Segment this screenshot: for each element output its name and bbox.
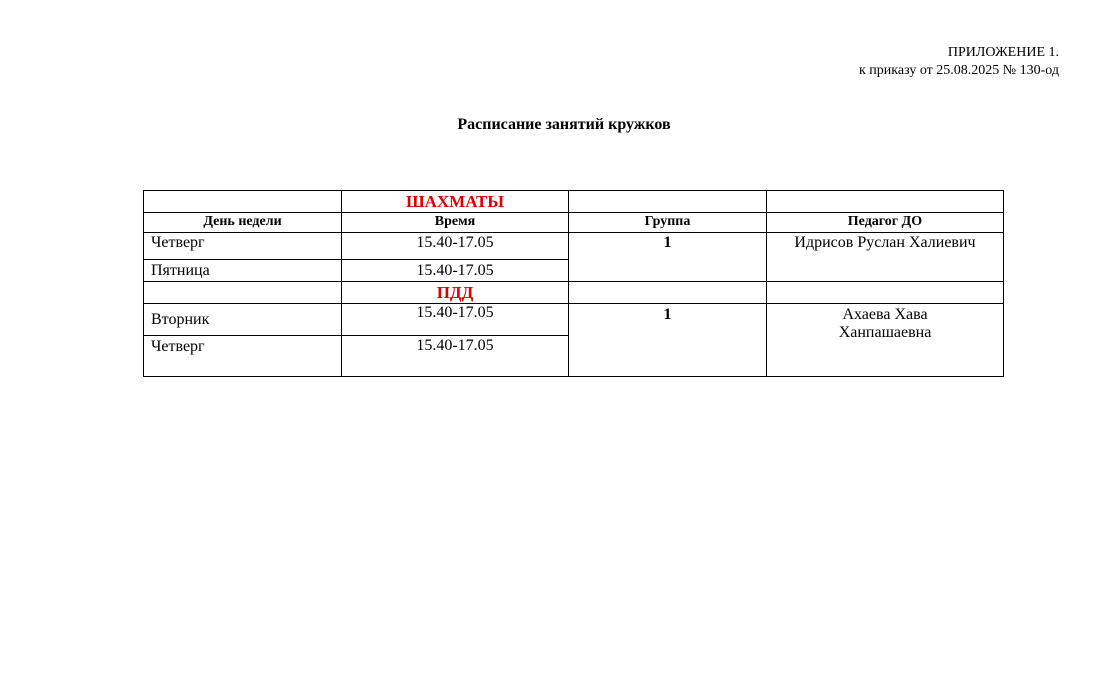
day-cell: Пятница: [144, 260, 342, 282]
column-header-teacher: Педагог ДО: [767, 213, 1004, 233]
column-header-day: День недели: [144, 213, 342, 233]
time-cell: 15.40-17.05: [342, 260, 569, 282]
table-row: [144, 233, 1004, 260]
section-title-traffic-rules: ПДД: [342, 282, 569, 304]
column-header-time: Время: [342, 213, 569, 233]
table-header-row: [144, 213, 1004, 233]
time-cell: 15.40-17.05: [342, 233, 569, 260]
section-row-chess: [144, 191, 1004, 213]
group-cell: 1: [569, 233, 767, 282]
section-row-traffic-rules: [144, 282, 1004, 304]
schedule-table: [143, 190, 1004, 377]
day-cell: Четверг: [144, 233, 342, 260]
teacher-cell: Ахаева Хава Ханпашаевна: [767, 304, 1004, 377]
section-title-chess: ШАХМАТЫ: [342, 191, 569, 213]
empty-cell: [144, 282, 342, 304]
order-reference: к приказу от 25.08.2025 № 130-од: [859, 63, 1059, 78]
day-cell: Четверг: [144, 336, 342, 377]
appendix-title: ПРИЛОЖЕНИЕ 1.: [947, 45, 1059, 60]
column-header-group: Группа: [569, 213, 767, 233]
empty-cell: [569, 191, 767, 213]
time-cell: 15.40-17.05: [342, 336, 569, 377]
day-cell: Вторник: [144, 304, 342, 336]
group-cell: 1: [569, 304, 767, 377]
empty-cell: [569, 282, 767, 304]
empty-cell: [144, 191, 342, 213]
appendix-header: [859, 44, 1059, 80]
table-row: [144, 304, 1004, 336]
document-title: Расписание занятий кружков: [457, 116, 671, 133]
time-cell: 15.40-17.05: [342, 304, 569, 336]
teacher-cell: Идрисов Руслан Халиевич: [767, 233, 1004, 282]
empty-cell: [767, 282, 1004, 304]
empty-cell: [767, 191, 1004, 213]
